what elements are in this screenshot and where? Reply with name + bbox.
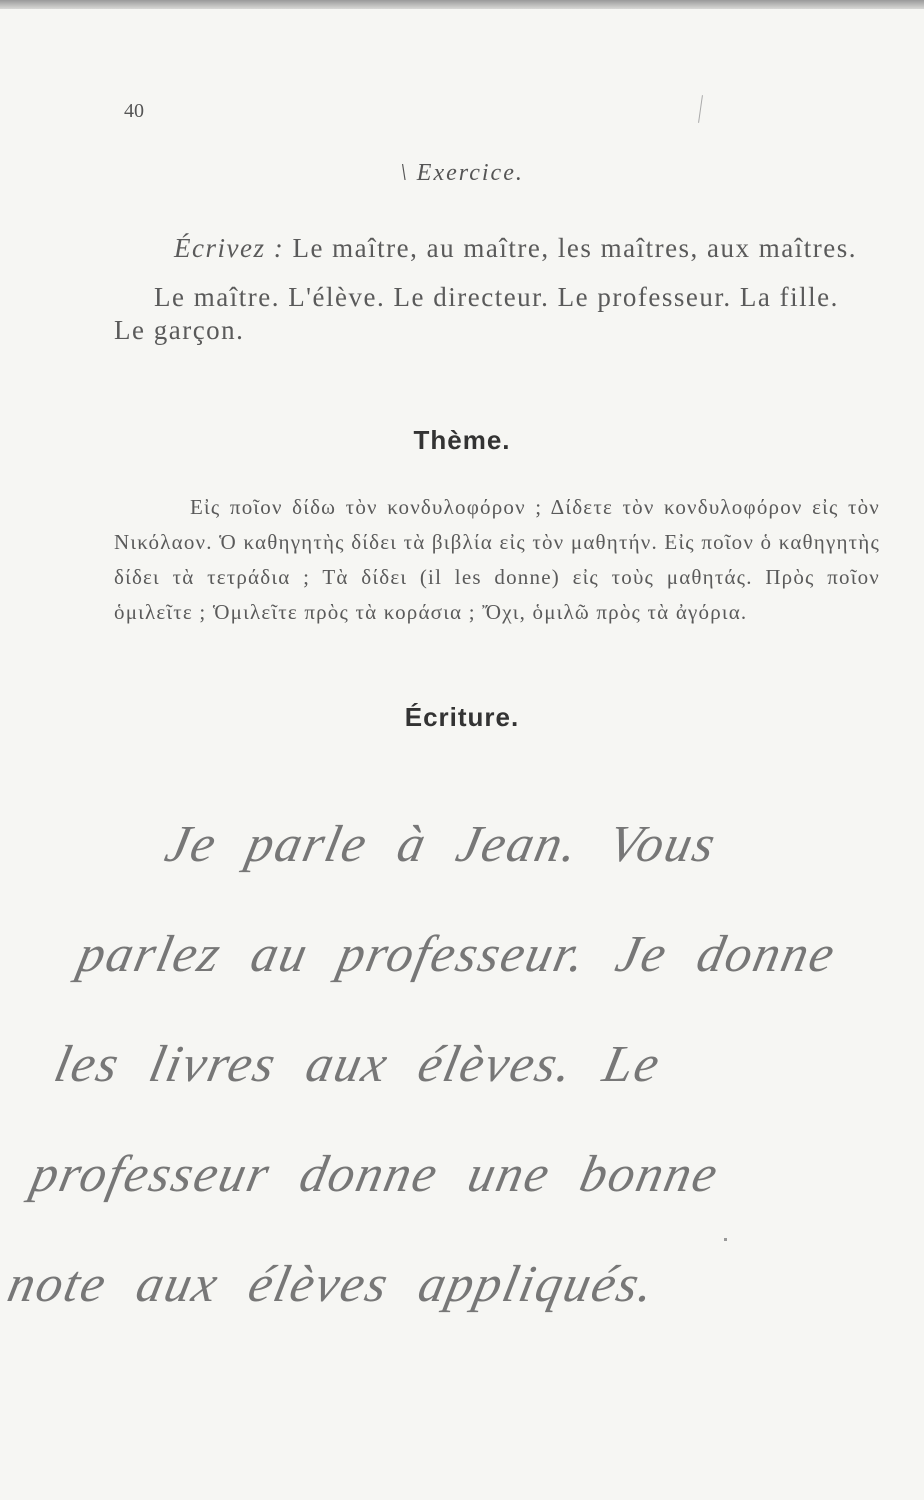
exercise-line-1-text: Le maître, au maître, les maîtres, aux maîtres. (284, 233, 858, 263)
page-number: 40 (124, 100, 144, 122)
instruction-label: Écrivez : (174, 233, 285, 263)
ecriture-paragraph: Je parle à Jean. Vous parlez au professeur. Je donne les livres aux élèves. Le professeur donne une bonne note aux élèves appliqués. (2, 816, 842, 1313)
exercise-section (114, 232, 874, 347)
theme-heading: Thème. (413, 425, 511, 455)
ecriture-heading: Écriture. (404, 702, 520, 732)
theme-section (114, 490, 880, 630)
margin-mark (698, 95, 703, 123)
exercise-title: \ Exercice. (400, 160, 524, 186)
exercise-line-2: Le maître. L'élève. Le directeur. Le professeur. La fille. Le garçon. (114, 282, 839, 345)
exercise-line-1 (114, 232, 874, 265)
page-top-edge (0, 0, 924, 9)
ecriture-section (0, 790, 880, 1340)
ink-dot (724, 1238, 727, 1241)
theme-paragraph: Εἰς ποῖον δίδω τὸν κονδυλοφόρον ; Δίδετε τὸν κονδυλοφόρον εἰς τὸν Νικόλαον. Ὁ καθηγητὴς δίδει τὰ βιβλία εἰς τὸν μαθητήν. Εἰς ποῖον ὁ καθηγητὴς δίδει τὰ τετράδια ; Τὰ δίδει (il les donne) εἰς τοὺς μαθητάς. Πρὸς ποῖον ὁμιλεῖτε ; Ὁμιλεῖτε πρὸς τὰ κοράσια ; Ὄχι, ὁμιλῶ πρὸς τὰ ἀγόρια. (114, 495, 880, 624)
